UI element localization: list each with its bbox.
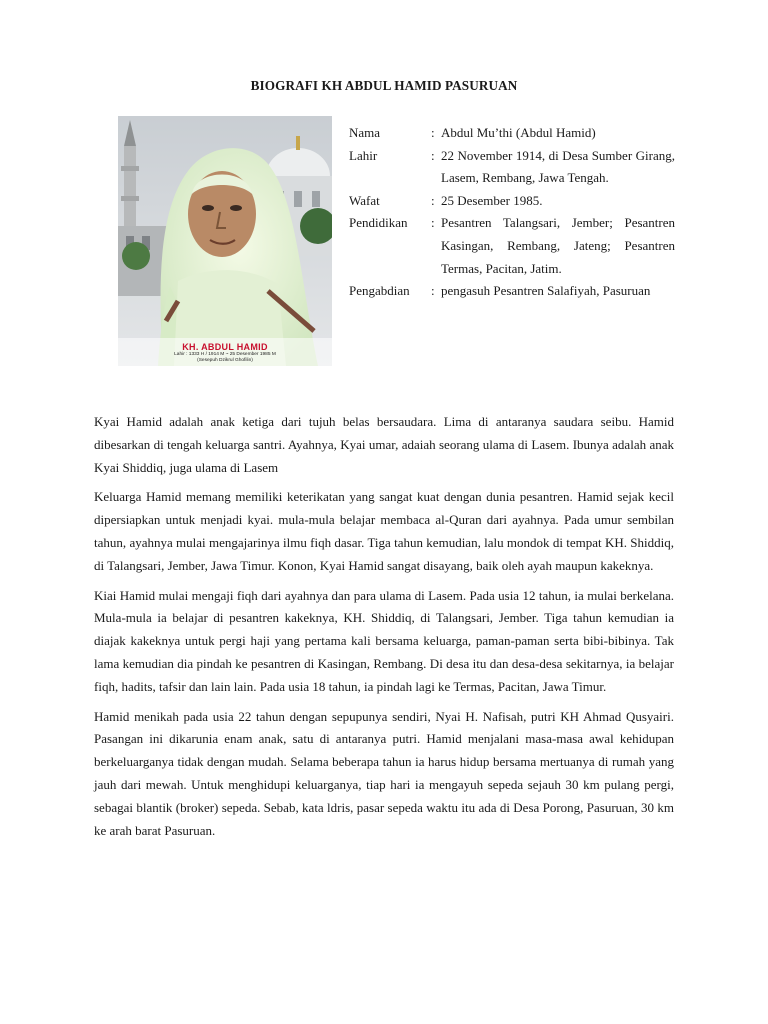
biodata-row-pengabdian xyxy=(349,280,675,303)
biodata-label: Wafat xyxy=(349,192,380,208)
photo-caption-dates-line: Lahir : 1333 H / 1914 M ~ 25 Desember 1985 M xyxy=(174,352,276,357)
biodata-label: Pendidikan xyxy=(349,215,408,231)
biodata-colon: : xyxy=(431,147,435,163)
biodata-row-wafat xyxy=(349,190,675,213)
photo-caption-note: (Sesepuh Dzikrul Ghofilin) xyxy=(197,357,253,363)
paragraph: Hamid menikah pada usia 22 tahun dengan sepupunya sendiri, Nyai H. Nafisah, putri KH Ahmad Qusyairi. Pasangan ini dikarunia enam anak, satu di antaranya putri. Hamid menjalani masa-masa awal kehidupan berkeluarganya tidak dengan mudah. Selama beberapa tahun ia harus hidup bersama mertuanya di rumah yang jauh dari mewah. Untuk menghidupi keluarganya, tiap hari ia mengayuh sepeda sejauh 30 km pulang pergi, sebagai blantik (broker) sepeda. Sebab, kata ldris, pasar sepeda waktu itu ada di Desa Porong, Pasuruan, 30 km ke arah barat Pasuruan. xyxy=(94,708,674,838)
paragraph: Kyai Hamid adalah anak ketiga dari tujuh belas bersaudara. Lima di antaranya saudara seibu. Hamid dibesarkan di tengah keluarga santri. Ayahnya, Kyai umar, adaiah seorang ulama di Lasem. Ibunya adalah anak Kyai Shiddiq, juga ulama di Lasem xyxy=(94,414,674,475)
biodata-label: Nama xyxy=(349,125,381,140)
biodata-row-pendidikan xyxy=(349,212,675,280)
biodata-colon: : xyxy=(431,192,435,208)
portrait-photo xyxy=(118,116,332,366)
paragraph: Kiai Hamid mulai mengaji fiqh dari ayahnya dan para ulama di Lasem. Pada usia 12 tahun, ia mulai berkelana. Mula-mula ia belajar di pesantren kakeknya, KH. Shiddiq, di Talangsari, Jember. Tiga tahun kemudian ia diajak kakeknya untuk pergi haji yang pertama kali bersama keluarga, paman-paman serta bibi-bibinya. Tak lama kemudian dia pindah ke pesantren di Kasingan, Rembang. Di desa itu dan desa-desa sekitarnya, ia belajar fiqh, hadits, tafsir dan lain lain. Pada usia 18 tahun, ia pindah lagi ke Termas, Pacitan, Jawa Timur. xyxy=(94,587,674,694)
paragraph: Keluarga Hamid memang memiliki keterikatan yang sangat kuat dengan dunia pesantren. Hamid sejak kecil dipersiapkan untuk menjadi kyai. mula-mula belajar membaca al-Quran dari ayahnya. Pada umur sembilan tahun, ayahnya mulai mengajarinya ilmu fiqh dasar. Tiga tahun kemudian, lalu mondok di tempat KH. Shiddiq, di Talangsari, Jember, Jawa Timur. Konon, Kyai Hamid sangat disayang, baik oleh ayah maupun kakeknya. xyxy=(94,489,674,573)
biodata-table xyxy=(349,122,675,303)
biodata-value: Abdul Mu’thi (Abdul Hamid) xyxy=(441,125,596,140)
photo-caption-name: KH. ABDUL HAMID xyxy=(182,342,268,352)
portrait-illustration xyxy=(118,116,332,366)
biodata-colon: : xyxy=(431,283,435,299)
biodata-row-lahir xyxy=(349,145,675,190)
document-title: BIOGRAFI KH ABDUL HAMID PASURUAN xyxy=(250,78,518,93)
biodata-label: Pengabdian xyxy=(349,283,410,299)
biodata-value: 22 November 1914, di Desa Sumber Girang, Lasem, Rembang, Jawa Tengah. xyxy=(441,147,675,186)
biodata-value: pengasuh Pesantren Salafiyah, Pasuruan xyxy=(441,283,651,299)
biodata-colon: : xyxy=(431,125,435,140)
biodata-row-nama xyxy=(349,122,675,145)
photo-caption-dates xyxy=(118,352,332,363)
biography-text xyxy=(94,411,674,849)
biodata-colon: : xyxy=(431,215,435,231)
biodata-label: Lahir xyxy=(349,147,378,163)
biodata-value: Pesantren Talangsari, Jember; Pesantren Kasingan, Rembang, Jateng; Pesantren Termas, Pacitan, Jatim. xyxy=(441,215,675,276)
biodata-value: 25 Desember 1985. xyxy=(441,192,543,208)
